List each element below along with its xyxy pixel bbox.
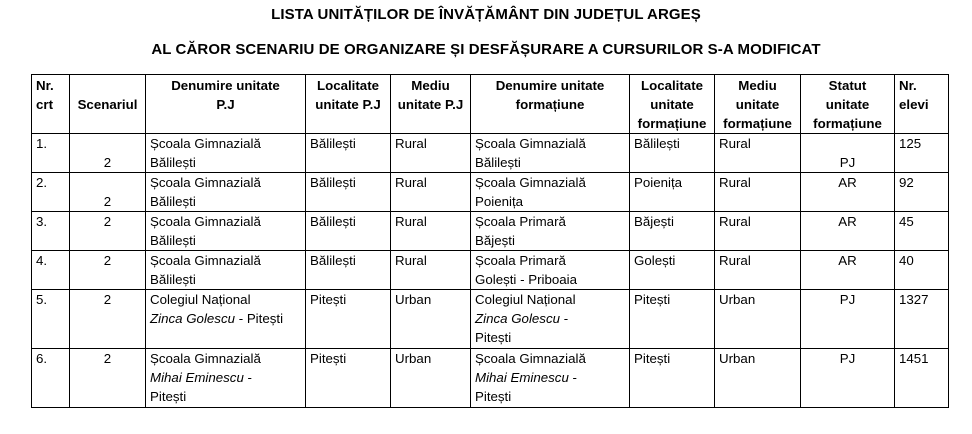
- cell-scenariul: 2: [70, 212, 146, 251]
- cell-statut: AR: [801, 212, 895, 251]
- cell-statut: PJ: [801, 349, 895, 408]
- cell-nr-crt: 3.: [32, 212, 70, 251]
- cell-denumire-formatiune: Școala Gimnazială Poienița: [471, 173, 630, 212]
- cell-localitate-pj: Bălilești: [306, 173, 391, 212]
- table-row: [32, 349, 949, 408]
- cell-denumire-formatiune: Școala Primară Golești - Priboaia: [471, 251, 630, 290]
- cell-denumire-formatiune: Școala Gimnazială Bălilești: [471, 134, 630, 173]
- cell-localitate-formatiune: Golești: [630, 251, 715, 290]
- cell-statut: AR: [801, 251, 895, 290]
- cell-mediu-pj: Rural: [391, 173, 471, 212]
- cell-localitate-formatiune: Pitești: [630, 290, 715, 349]
- document-title-line-2: AL CĂROR SCENARIU DE ORGANIZARE ȘI DESFĂȘURARE A CURSURILOR S-A MODIFICAT: [151, 41, 821, 58]
- header-mediu-formatiune: Mediu unitate formațiune: [715, 75, 801, 134]
- cell-nr-crt: 6.: [32, 349, 70, 408]
- header-scenariul: Scenariul: [70, 75, 146, 134]
- cell-nr-elevi: 125: [895, 134, 949, 173]
- cell-nr-crt: 5.: [32, 290, 70, 349]
- cell-mediu-formatiune: Rural: [715, 212, 801, 251]
- cell-denumire-pj: Școala Gimnazială Bălilești: [146, 251, 306, 290]
- table-row: [32, 290, 949, 349]
- cell-nr-elevi: 1327: [895, 290, 949, 349]
- cell-mediu-pj: Rural: [391, 134, 471, 173]
- cell-mediu-pj: Rural: [391, 212, 471, 251]
- header-denumire-formatiune: Denumire unitate formațiune: [471, 75, 630, 134]
- cell-mediu-pj: Rural: [391, 251, 471, 290]
- cell-localitate-pj: Bălilești: [306, 251, 391, 290]
- cell-localitate-formatiune: Pitești: [630, 349, 715, 408]
- cell-nr-elevi: 45: [895, 212, 949, 251]
- cell-localitate-pj: Pitești: [306, 349, 391, 408]
- cell-nr-crt: 4.: [32, 251, 70, 290]
- cell-mediu-formatiune: Rural: [715, 173, 801, 212]
- cell-scenariul: 2: [70, 349, 146, 408]
- header-denumire-pj: Denumire unitate P.J: [146, 75, 306, 134]
- header-statut-formatiune: Statut unitate formațiune: [801, 75, 895, 134]
- cell-localitate-formatiune: Bălilești: [630, 134, 715, 173]
- document-title-line-1: LISTA UNITĂȚILOR DE ÎNVĂȚĂMÂNT DIN JUDEȚUL ARGEȘ: [271, 6, 701, 23]
- units-table: [31, 74, 949, 408]
- cell-statut: AR: [801, 173, 895, 212]
- header-localitate-pj: Localitate unitate P.J: [306, 75, 391, 134]
- cell-localitate-formatiune: Poienița: [630, 173, 715, 212]
- cell-denumire-pj: Colegiul Național Zinca Golescu - Pitești: [146, 290, 306, 349]
- cell-scenariul: 2: [70, 134, 146, 173]
- cell-nr-elevi: 1451: [895, 349, 949, 408]
- cell-mediu-formatiune: Urban: [715, 290, 801, 349]
- cell-statut: PJ: [801, 134, 895, 173]
- cell-mediu-formatiune: Urban: [715, 349, 801, 408]
- cell-denumire-pj: Școala Gimnazială Bălilești: [146, 173, 306, 212]
- cell-scenariul: 2: [70, 173, 146, 212]
- cell-mediu-pj: Urban: [391, 290, 471, 349]
- cell-nr-elevi: 40: [895, 251, 949, 290]
- cell-denumire-formatiune: Școala Gimnazială Mihai Eminescu - Pitești: [471, 349, 630, 408]
- cell-localitate-pj: Pitești: [306, 290, 391, 349]
- cell-mediu-formatiune: Rural: [715, 251, 801, 290]
- cell-localitate-pj: Bălilești: [306, 134, 391, 173]
- table-row: [32, 134, 949, 173]
- cell-localitate-pj: Bălilești: [306, 212, 391, 251]
- table-row: [32, 212, 949, 251]
- cell-scenariul: 2: [70, 251, 146, 290]
- cell-localitate-formatiune: Băjești: [630, 212, 715, 251]
- header-nr-elevi: Nr. elevi: [895, 75, 949, 134]
- table-row: [32, 251, 949, 290]
- cell-denumire-formatiune: Școala Primară Băjești: [471, 212, 630, 251]
- cell-nr-crt: 1.: [32, 134, 70, 173]
- cell-denumire-formatiune: Colegiul Național Zinca Golescu - Pitești: [471, 290, 630, 349]
- header-nr-crt: Nr. crt: [32, 75, 70, 134]
- header-localitate-formatiune: Localitate unitate formațiune: [630, 75, 715, 134]
- cell-mediu-pj: Urban: [391, 349, 471, 408]
- cell-scenariul: 2: [70, 290, 146, 349]
- table-header-row: [32, 75, 949, 134]
- cell-statut: PJ: [801, 290, 895, 349]
- cell-denumire-pj: Școala Gimnazială Mihai Eminescu - Pitești: [146, 349, 306, 408]
- cell-mediu-formatiune: Rural: [715, 134, 801, 173]
- cell-denumire-pj: Școala Gimnazială Bălilești: [146, 212, 306, 251]
- cell-denumire-pj: Școala Gimnazială Bălilești: [146, 134, 306, 173]
- cell-nr-elevi: 92: [895, 173, 949, 212]
- cell-nr-crt: 2.: [32, 173, 70, 212]
- header-mediu-pj: Mediu unitate P.J: [391, 75, 471, 134]
- table-row: [32, 173, 949, 212]
